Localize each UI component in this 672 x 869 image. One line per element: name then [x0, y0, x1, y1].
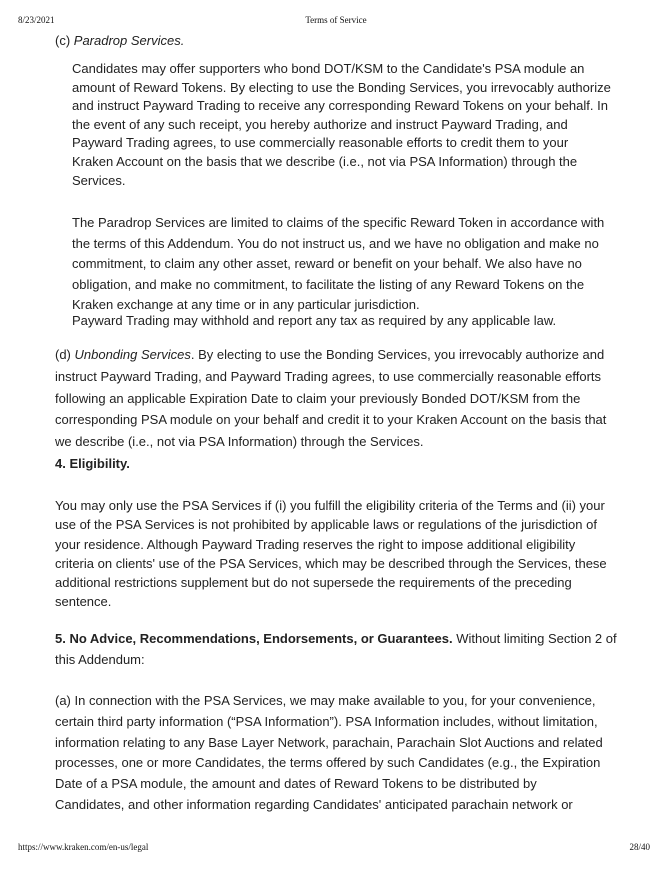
text-line: Kraken exchange at any time or in any particular jurisdiction.	[72, 297, 420, 313]
text-line: the event of any such receipt, you hereby authorize and instruct Payward Trading, and	[72, 116, 568, 132]
text-line: certain third party information (“PSA Information”). PSA Information includes, without limitation,	[55, 713, 598, 729]
text-line: Services.	[72, 172, 126, 188]
text-line: criteria on clients' use of the PSA Services, which may be described through the Services, these	[55, 555, 607, 571]
section-c-title: Paradrop Services.	[73, 33, 185, 48]
section-5a	[55, 691, 603, 816]
paragraph-paradrop-3	[72, 311, 556, 332]
section-5-title: 5. No Advice, Recommendations, Endorsements, or Guarantees.	[55, 631, 453, 646]
paragraph-paradrop-1	[72, 60, 611, 190]
text-line: Payward Trading may withhold and report any tax as required by any applicable law.	[72, 313, 557, 328]
text-line: commitment, to claim any other asset, reward or benefit on your behalf. We also have no	[72, 256, 582, 272]
text-line: corresponding PSA module on your behalf and credit it to your Kraken Account on the basis that	[55, 412, 607, 428]
text-line: additional restrictions supplement but do not supersede the requirements of the preceding	[55, 575, 572, 591]
text-line: amount of Reward Tokens. By electing to use the Bonding Services, you irrevocably authorize	[72, 79, 611, 95]
text-line: instruct Payward Trading, and Payward Trading agrees, to use commercially reasonable efforts	[55, 368, 602, 384]
section-c-prefix: (c)	[55, 33, 74, 48]
text-line: Payward Trading agrees, to use commercially reasonable efforts to credit them to your	[72, 135, 569, 151]
print-title: Terms of Service	[305, 15, 367, 25]
section-c-heading	[55, 31, 184, 52]
text-line: obligation, and make no commitment, to facilitate the listing of any Reward Tokens on the	[72, 276, 585, 292]
text-line: Kraken Account on the basis that we describe (i.e., not via PSA Information) through the	[72, 153, 578, 169]
text-line: this Addendum:	[55, 651, 145, 667]
text-line: use of the PSA Services is not prohibited by applicable laws or regulations of the jurisdiction of	[55, 517, 597, 533]
text-line: (a) In connection with the PSA Services, we may make available to you, for your convenience,	[55, 693, 596, 708]
section-5-text: Without limiting Section 2 of	[452, 631, 617, 646]
section-4-body	[55, 496, 607, 612]
section-5	[55, 629, 617, 670]
text-line: You may only use the PSA Services if (i) you fulfill the eligibility criteria of the Terms and (ii) your	[55, 498, 605, 513]
section-d-text: . By electing to use the Bonding Services, you irrevocably authorize and	[190, 347, 605, 362]
text-line: your residence. Although Payward Trading reserves the right to impose additional eligibility	[55, 536, 576, 552]
text-line: and instruct Payward Trading to receive any corresponding Reward Tokens on your behalf. In	[72, 98, 608, 114]
text-line: following an applicable Expiration Date to claim your previously Bonded DOT/KSM from the	[55, 390, 581, 406]
section-4-heading	[55, 454, 130, 475]
page-number: 28/40	[629, 842, 650, 852]
section-4-title: 4. Eligibility.	[55, 456, 130, 471]
text-line: The Paradrop Services are limited to claims of the specific Reward Token in accordance with	[72, 215, 605, 230]
text-line: we describe (i.e., not via PSA Information) through the Services.	[55, 434, 424, 450]
section-d-title: Unbonding Services	[74, 347, 191, 362]
text-line: Candidates, and other information regarding Candidates' anticipated parachain network or	[55, 796, 573, 812]
print-date: 8/23/2021	[18, 15, 55, 25]
text-line: the terms of this Addendum. You do not instruct us, and we have no obligation and make no	[72, 235, 599, 251]
text-line: Candidates may offer supporters who bond DOT/KSM to the Candidate's PSA module an	[72, 61, 585, 76]
text-line: processes, one or more Candidates, the terms offered by such Candidates (e.g., the Expiration	[55, 755, 601, 771]
text-line: information relating to any Base Layer Network, parachain, Parachain Slot Auctions and related	[55, 734, 603, 750]
section-d-prefix: (d)	[55, 347, 75, 362]
paragraph-paradrop-2	[72, 213, 604, 316]
section-d	[55, 344, 606, 453]
print-url: https://www.kraken.com/en-us/legal	[18, 842, 149, 852]
text-line	[55, 629, 617, 650]
text-line	[55, 344, 606, 366]
text-line: Date of a PSA module, the amount and dates of Reward Tokens to be distributed by	[55, 776, 537, 792]
text-line: sentence.	[55, 594, 112, 610]
